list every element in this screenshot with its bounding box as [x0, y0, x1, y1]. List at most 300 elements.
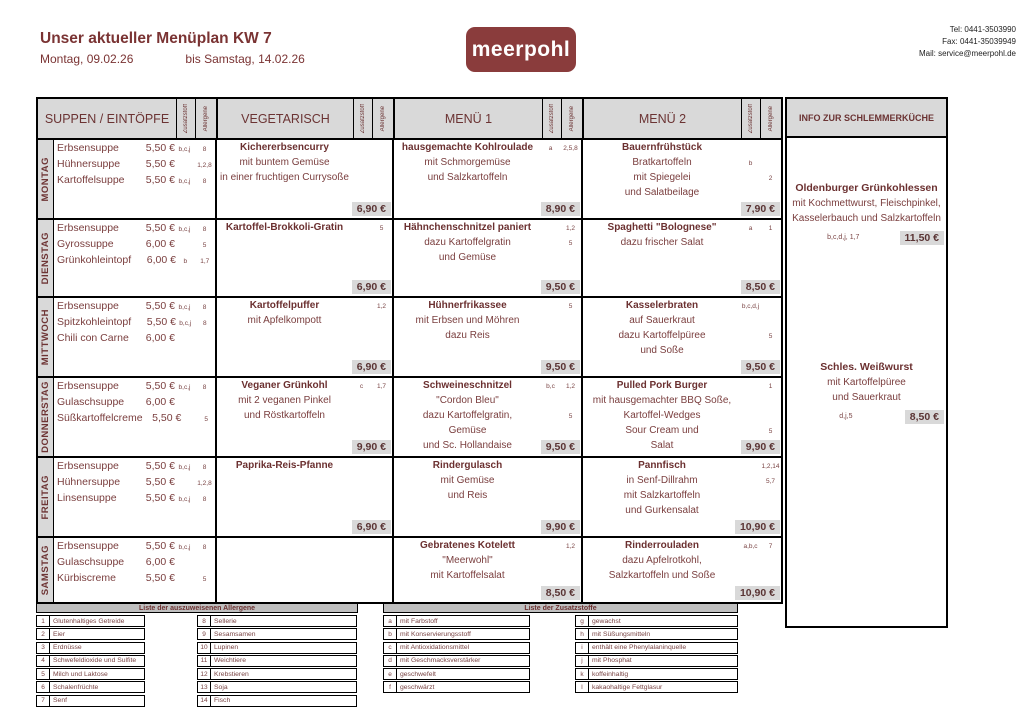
- price-badge: 9,90 €: [741, 440, 780, 454]
- allergen-label: Weichtiere: [214, 657, 246, 665]
- price-badge: 7,90 €: [741, 202, 780, 216]
- additive-label: mit Süßungsmitteln: [592, 630, 651, 638]
- price-badge: 6,90 €: [352, 520, 391, 534]
- allergen-codes: 1,2,14: [761, 463, 780, 470]
- dish-text: Pulled Pork Burger: [616, 380, 708, 391]
- info-body: [787, 182, 946, 425]
- price-badge: 8,50 €: [905, 410, 944, 424]
- soup-item: [54, 556, 215, 572]
- allergen-codes: 5: [568, 240, 573, 247]
- dish-text: Rinderrouladen: [625, 540, 699, 551]
- dish-line: [394, 300, 581, 315]
- dish-line: [217, 410, 392, 425]
- dish-text: dazu Reis: [445, 330, 490, 341]
- soups-cell: [54, 458, 217, 536]
- soup-item: [54, 300, 215, 316]
- zusatzstoff-codes: b: [748, 160, 753, 167]
- additive-code: l: [576, 682, 589, 692]
- dish-line: [583, 157, 781, 172]
- day-label: [38, 458, 54, 536]
- dish-line: [394, 380, 581, 395]
- additive-code: j: [576, 656, 589, 666]
- dish-price: 5,50 €: [145, 222, 175, 234]
- zusatzstoff-codes: b: [183, 258, 188, 265]
- zusatzstoff-codes: b,c,j: [178, 496, 191, 503]
- dish-line: [583, 345, 781, 360]
- allergen-code: 2: [37, 629, 50, 639]
- allergen-list-left: [36, 615, 145, 708]
- zusatzstoff-codes: b,c,j: [178, 146, 191, 153]
- allergen-codes: 8: [202, 464, 207, 471]
- additive-list-right: [575, 615, 738, 695]
- additive-label: gewachst: [592, 617, 621, 625]
- dish-text: Spaghetti "Bolognese": [607, 222, 717, 233]
- dish-text: mit Apfelkompott: [247, 315, 322, 326]
- allergen-label: Glutenhaltiges Getreide: [53, 617, 125, 625]
- dish-line: [583, 395, 781, 410]
- zusatzstoff-codes: b,c,j: [178, 464, 191, 471]
- allergen-label: Senf: [53, 697, 67, 705]
- menu1-cell: [394, 378, 583, 456]
- dish-text: dazu Apfelrotkohl,: [622, 555, 702, 566]
- menu2-cell: [583, 220, 781, 296]
- additive-list: [383, 603, 738, 695]
- dish-line: [583, 315, 781, 330]
- dish-line: [394, 315, 581, 330]
- dish-text: Veganer Grünkohl: [241, 380, 328, 391]
- dish-line: [394, 237, 581, 252]
- day-row-samstag: [38, 538, 781, 602]
- menu1-cell: [394, 220, 583, 296]
- allergen-codes: 8: [202, 496, 207, 503]
- allergen-codes: 8: [202, 304, 207, 311]
- veg-cell: [217, 220, 394, 296]
- zusatzstoff-label: Zusatzstoff: [360, 103, 366, 134]
- allergen-codes: 8: [202, 178, 207, 185]
- additive-code: c: [384, 643, 397, 653]
- dish-price: 6,00 €: [145, 556, 175, 568]
- allergen-row: [36, 642, 145, 654]
- additive-label: mit Konservierungsstoff: [400, 630, 471, 638]
- dish-line: [217, 315, 392, 330]
- dish-line: [394, 540, 581, 555]
- info-item-footer: [787, 408, 946, 425]
- dish-text: Gebratenes Kotelett: [419, 540, 516, 551]
- dish-text: "Cordon Bleu": [436, 395, 499, 406]
- dish-line: [217, 395, 392, 410]
- dish-text: dazu Kartoffelgratin: [424, 237, 511, 248]
- price-badge: 6,90 €: [352, 280, 391, 294]
- additive-row: [575, 655, 738, 667]
- allergen-code: 4: [37, 656, 50, 666]
- dish-name: Erbsensuppe: [57, 380, 119, 392]
- info-item-line: mit Kartoffelpüree: [827, 377, 906, 388]
- dish-price: 5,50 €: [145, 158, 175, 170]
- allergen-code: 7: [37, 696, 50, 706]
- soup-item: [54, 238, 215, 254]
- allergen-codes: 1,2: [565, 543, 576, 550]
- dish-name: Erbsensuppe: [57, 222, 119, 234]
- allergene-label: Allergene: [380, 105, 386, 132]
- allergen-codes: 5: [568, 303, 573, 310]
- dish-price: 5,50 €: [152, 412, 182, 424]
- zusatzstoff-label: Zusatzstoff: [748, 103, 754, 134]
- menu1-cell: [394, 298, 583, 376]
- soup-item: [54, 460, 215, 476]
- dish-line: [583, 300, 781, 315]
- table-header-row: [38, 99, 781, 140]
- additive-code: e: [384, 669, 397, 679]
- allergen-codes: 1: [768, 383, 773, 390]
- info-codes: b,c,d,j, 1,7: [827, 234, 860, 241]
- dish-price: 5,50 €: [145, 572, 175, 584]
- dish-text: mit Salzkartoffeln: [623, 490, 701, 501]
- day-row-dienstag: [38, 220, 781, 298]
- soups-cell: [54, 538, 217, 602]
- info-codes: d,j,5: [839, 413, 853, 420]
- allergen-row: [197, 615, 357, 627]
- soups-cell: [54, 140, 217, 218]
- dish-line: [583, 380, 781, 395]
- additive-code: f: [384, 682, 397, 692]
- allergen-label: Krebstieren: [214, 670, 249, 678]
- dish-text: Bratkartoffeln: [632, 157, 692, 168]
- price-badge: 9,90 €: [352, 440, 391, 454]
- additive-row: [383, 681, 530, 693]
- dish-line: [217, 300, 392, 315]
- allergen-codes: 8: [202, 146, 207, 153]
- allergen-code: 6: [37, 682, 50, 692]
- dish-text: Bauernfrühstück: [621, 142, 702, 153]
- dish-text: mit hausgemachter BBQ Soße,: [592, 395, 732, 406]
- dish-text: und Reis: [447, 490, 488, 501]
- dish-line: [217, 460, 392, 475]
- allergen-row: [197, 668, 357, 680]
- dish-name: Erbsensuppe: [57, 460, 119, 472]
- dish-name: Gulaschsuppe: [57, 396, 125, 408]
- dish-price: 6,00 €: [145, 238, 175, 250]
- dish-text: Kartoffel-Wedges: [623, 410, 701, 421]
- zusatzstoff-label: Zusatzstoff: [183, 103, 189, 134]
- veg-cell: [217, 140, 394, 218]
- dish-line: [394, 410, 581, 425]
- dish-line: [583, 172, 781, 187]
- dish-name: Kürbiscreme: [57, 572, 116, 584]
- day-name: FREITAG: [40, 474, 51, 520]
- allergen-label: Fisch: [214, 697, 231, 705]
- day-row-montag: [38, 140, 781, 220]
- allergen-codes: 1,7: [376, 383, 387, 390]
- allergen-label: Eier: [53, 630, 66, 638]
- dish-name: Erbsensuppe: [57, 300, 119, 312]
- soup-item: [54, 492, 215, 508]
- allergen-label: Milch und Laktose: [53, 670, 108, 678]
- dish-line: [583, 187, 781, 202]
- date-range: [40, 52, 305, 66]
- allergen-codes: 5: [568, 413, 573, 420]
- additive-label: geschwefelt: [400, 670, 436, 678]
- meerpohl-logo: meerpohl: [466, 27, 576, 72]
- contact-mail: Mail: service@meerpohl.de: [918, 49, 1016, 58]
- soups-cell: [54, 298, 217, 376]
- dish-text: Hähnchenschnitzel paniert: [403, 222, 532, 233]
- date-to: bis Samstag, 14.02.26: [185, 52, 305, 66]
- dish-line: [217, 142, 392, 157]
- dish-price: 5,50 €: [145, 492, 175, 504]
- column-header-menu2: MENÜ 2 Zusatzstoff Allergene: [584, 99, 781, 138]
- dish-text: und Salatbeilage: [624, 187, 700, 198]
- dish-name: Süßkartoffelcreme: [57, 412, 143, 424]
- additive-code: k: [576, 669, 589, 679]
- additive-label: enthält eine Phenylalaninquelle: [592, 644, 687, 652]
- soups-cell: [54, 220, 217, 296]
- info-column: [785, 97, 948, 628]
- allergen-label: Erdnüsse: [53, 644, 82, 652]
- allergen-code: 8: [198, 616, 211, 626]
- dish-line: [394, 460, 581, 475]
- allergen-row: [36, 668, 145, 680]
- dish-line: [394, 142, 581, 157]
- zusatzstoff-codes: a: [748, 225, 753, 232]
- dish-text: Paprika-Reis-Pfanne: [235, 460, 334, 471]
- dish-line: [583, 490, 781, 505]
- dish-text: Salzkartoffeln und Soße: [608, 570, 716, 581]
- dish-line: [583, 330, 781, 345]
- dish-text: mit buntem Gemüse: [239, 157, 330, 168]
- dish-line: [394, 425, 581, 440]
- info-item-title: Schles. Weißwurst: [820, 361, 913, 373]
- dish-text: dazu frischer Salat: [620, 237, 704, 248]
- allergen-label: Sesamsamen: [214, 630, 256, 638]
- dish-text: und Gurkensalat: [625, 505, 699, 516]
- dish-name: Kartoffelsuppe: [57, 174, 125, 186]
- soup-item: [54, 316, 215, 332]
- dish-text: Gemüse: [448, 425, 487, 436]
- dish-text: Schweineschnitzel: [423, 380, 512, 391]
- additive-row: [575, 628, 738, 640]
- info-item: [787, 361, 946, 425]
- soup-item: [54, 380, 215, 396]
- soup-item: [54, 254, 215, 270]
- dish-line: [394, 172, 581, 187]
- allergen-codes: 8: [202, 544, 207, 551]
- soup-item: [54, 332, 215, 348]
- contact-fax: Fax: 0441-35039949: [942, 37, 1016, 46]
- info-item-line: und Sauerkraut: [832, 392, 901, 403]
- menu2-cell: [583, 298, 781, 376]
- allergen-codes: 1,2,8: [197, 480, 212, 487]
- allergen-codes: 1,2,8: [197, 162, 212, 169]
- soup-item: [54, 396, 215, 412]
- soup-item: [54, 412, 215, 428]
- price-badge: 11,50 €: [900, 231, 944, 245]
- dish-text: Kartoffelpuffer: [249, 300, 320, 311]
- dish-line: [583, 222, 781, 237]
- day-label: [38, 298, 54, 376]
- price-badge: 8,50 €: [741, 280, 780, 294]
- dish-name: Hühnersuppe: [57, 476, 121, 488]
- info-item-line: Kasselerbauch und Salzkartoffeln: [792, 213, 941, 224]
- allergen-codes: 5: [379, 225, 384, 232]
- page-title: Unser aktueller Menüplan KW 7: [40, 30, 272, 47]
- dish-text: auf Sauerkraut: [629, 315, 695, 326]
- allergen-codes: 5: [202, 242, 207, 249]
- soup-item: [54, 142, 215, 158]
- column-header-vegetarisch: VEGETARISCH Zusatzstoff Allergene: [218, 99, 395, 138]
- additive-row: [575, 668, 738, 680]
- allergen-code: 13: [198, 682, 211, 692]
- dish-text: dazu Kartoffelpüree: [618, 330, 706, 341]
- day-name: DIENSTAG: [40, 231, 51, 285]
- dish-line: [394, 330, 581, 345]
- allergen-label: Soja: [214, 683, 228, 691]
- price-badge: 9,50 €: [541, 360, 580, 374]
- info-item-line: mit Kochmettwurst, Fleischpinkel,: [792, 198, 941, 209]
- additive-row: [383, 642, 530, 654]
- allergen-codes: 5: [202, 576, 207, 583]
- info-item: [787, 182, 946, 246]
- dish-line: [217, 157, 392, 172]
- dish-line: [583, 570, 781, 585]
- menu1-cell: [394, 140, 583, 218]
- dish-name: Gulaschsuppe: [57, 556, 125, 568]
- info-item-title: Oldenburger Grünkohlessen: [795, 182, 938, 194]
- allergen-code: 5: [37, 669, 50, 679]
- allergen-codes: 5,7: [765, 478, 776, 485]
- dish-line: [217, 380, 392, 395]
- dish-text: dazu Kartoffelgratin,: [422, 410, 513, 421]
- zusatzstoff-codes: b,c,j: [178, 178, 191, 185]
- zusatzstoff-codes: a: [548, 145, 553, 152]
- allergen-code: 1: [37, 616, 50, 626]
- dish-line: [583, 475, 781, 490]
- dish-line: [394, 157, 581, 172]
- menu-table: [36, 97, 783, 604]
- dish-price: 6,00 €: [145, 396, 175, 408]
- zusatzstoff-codes: b,c,j: [178, 384, 191, 391]
- menu2-cell: [583, 538, 781, 602]
- soup-item: [54, 158, 215, 174]
- allergen-codes: 5: [768, 428, 773, 435]
- additive-row: [383, 655, 530, 667]
- allergen-codes: 1,2: [376, 303, 387, 310]
- soup-item: [54, 540, 215, 556]
- dish-text: mit 2 veganen Pinkel: [238, 395, 331, 406]
- soups-cell: [54, 378, 217, 456]
- allergen-row: [197, 681, 357, 693]
- price-badge: 8,50 €: [541, 586, 580, 600]
- additive-code: h: [576, 629, 589, 639]
- soup-item: [54, 222, 215, 238]
- day-name: DONNERSTAG: [40, 381, 51, 453]
- column-header-info: INFO ZUR SCHLEMMERKÜCHE: [787, 99, 946, 138]
- day-label: [38, 220, 54, 296]
- dish-line: [583, 425, 781, 440]
- allergen-label: Schwefeldioxide und Sulfite: [53, 657, 137, 665]
- zusatzstoff-codes: b,c,j: [178, 304, 191, 311]
- allergen-codes: 1,2: [565, 225, 576, 232]
- price-badge: 8,90 €: [541, 202, 580, 216]
- dish-line: [583, 142, 781, 157]
- menu2-cell: [583, 378, 781, 456]
- additive-row: [383, 628, 530, 640]
- zusatzstoff-label: Zusatzstoff: [549, 103, 555, 134]
- dish-text: mit Spiegelei: [633, 172, 691, 183]
- dish-text: Kasselerbraten: [625, 300, 699, 311]
- additive-row: [575, 615, 738, 627]
- allergen-code: 10: [198, 643, 211, 653]
- additive-label: geschwärzt: [400, 683, 435, 691]
- allergen-code: 12: [198, 669, 211, 679]
- allergen-code: 11: [198, 656, 211, 666]
- allergen-codes: 8: [202, 384, 207, 391]
- date-from: Montag, 09.02.26: [40, 52, 134, 66]
- allergen-row: [36, 695, 145, 707]
- additive-code: a: [384, 616, 397, 626]
- allergen-row: [197, 628, 357, 640]
- additive-code: g: [576, 616, 589, 626]
- column-header-soups: SUPPEN / EINTÖPFE Zusatzstoff Allergene: [38, 99, 218, 138]
- dish-text: Rindergulasch: [432, 460, 503, 471]
- dish-line: [394, 222, 581, 237]
- additive-label: mit Geschmacksverstärker: [400, 657, 481, 665]
- dish-price: 5,50 €: [145, 380, 175, 392]
- allergen-code: 3: [37, 643, 50, 653]
- day-name: SAMSTAG: [40, 544, 51, 596]
- dish-name: Linsensuppe: [57, 492, 117, 504]
- additive-row: [575, 681, 738, 693]
- dish-line: [583, 555, 781, 570]
- zusatzstoff-codes: b,c: [546, 383, 555, 390]
- dish-text: mit Gemüse: [440, 475, 495, 486]
- additive-row: [383, 615, 530, 627]
- allergen-label: Lupinen: [214, 644, 239, 652]
- dish-text: Salat: [650, 440, 674, 451]
- dish-line: [583, 460, 781, 475]
- dish-price: 6,00 €: [145, 332, 175, 344]
- dish-text: Kartoffel-Brokkoli-Gratin: [225, 222, 344, 233]
- price-badge: 9,90 €: [541, 520, 580, 534]
- additive-list-left: [383, 615, 530, 695]
- price-badge: 6,90 €: [352, 360, 391, 374]
- dish-name: Grünkohleintopf: [57, 254, 132, 266]
- dish-price: 5,50 €: [145, 174, 175, 186]
- dish-text: Pannfisch: [638, 460, 686, 471]
- contact-tel: Tel: 0441-3503990: [949, 25, 1016, 34]
- veg-cell: [217, 458, 394, 536]
- allergen-row: [36, 655, 145, 667]
- allergen-codes: 5: [768, 333, 773, 340]
- dish-name: Erbsensuppe: [57, 540, 119, 552]
- allergen-codes: 8: [202, 320, 207, 327]
- allergen-row: [36, 628, 145, 640]
- dish-price: 5,50 €: [145, 540, 175, 552]
- dish-text: in einer fruchtigen Currysoße: [220, 172, 349, 183]
- allergen-codes: 5: [204, 416, 208, 423]
- allergen-codes: 8: [202, 226, 207, 233]
- day-row-donnerstag: [38, 378, 781, 458]
- info-item-footer: [787, 229, 946, 246]
- dish-price: 5,50 €: [145, 460, 175, 472]
- allergen-codes: 2,5,8: [563, 145, 578, 152]
- dish-text: Kichererbsencurry: [240, 142, 329, 153]
- zusatzstoff-codes: c: [359, 383, 364, 390]
- allergen-row: [36, 615, 145, 627]
- day-name: MONTAG: [40, 156, 51, 202]
- soup-item: [54, 476, 215, 492]
- allergen-label: Schalenfrüchte: [53, 683, 99, 691]
- additive-row: [383, 668, 530, 680]
